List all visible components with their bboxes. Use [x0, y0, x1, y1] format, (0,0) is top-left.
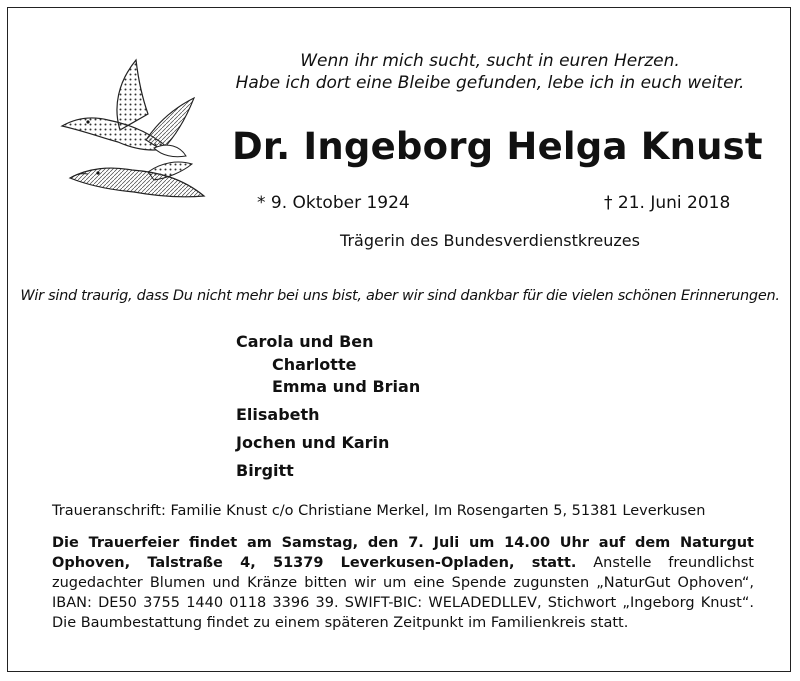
family-group-1: Carola und Ben — [236, 332, 374, 351]
family-group-3: Jochen und Karin — [236, 433, 390, 452]
birth-date: * 9. Oktober 1924 — [257, 193, 410, 213]
family-group-1-child-2: Emma und Brian — [272, 377, 421, 396]
death-date: † 21. Juni 2018 — [604, 193, 731, 213]
deceased-name: Dr. Ingeborg Helga Knust — [232, 125, 763, 168]
quote-line-1: Wenn ihr mich sucht, sucht in euren Herzen. — [300, 51, 680, 71]
family-group-1-child-1: Charlotte — [272, 355, 357, 374]
funeral-details — [52, 533, 754, 633]
thanks-line: Wir sind traurig, dass Du nicht mehr bei uns bist, aber wir sind dankbar für die vielen schönen Erinnerungen. — [20, 288, 780, 304]
funeral-details-bold: Die Trauerfeier findet am Samstag, den 7. Juli um 14.00 Uhr auf dem Naturgut Ophoven, Talstraße 4, 51379 Leverkusen-Opladen, statt. — [52, 535, 754, 571]
funeral-details-text: Anstelle freundlichst zugedachter Blumen und Kränze bitten wir um eine Spende zugunsten „NaturGut Ophoven“, IBAN: DE50 3755 1440 0118 3396 39. SWIFT-BIC: WELADEDLLEV, Stichwort „Ingeborg Knust“. Die Baumbestattung findet zu einem späteren Zeitpunkt im Familienkreis statt. — [52, 555, 754, 631]
mourning-address: Traueranschrift: Familie Knust c/o Christiane Merkel, Im Rosengarten 5, 51381 Leverkusen — [52, 503, 706, 519]
family-group-2: Elisabeth — [236, 405, 320, 424]
birds-illustration-icon — [58, 52, 210, 212]
family-group-4: Birgitt — [236, 461, 294, 480]
award-line: Trägerin des Bundesverdienstkreuzes — [340, 231, 640, 250]
quote-line-2: Habe ich dort eine Bleibe gefunden, lebe ich in euch weiter. — [235, 73, 745, 93]
